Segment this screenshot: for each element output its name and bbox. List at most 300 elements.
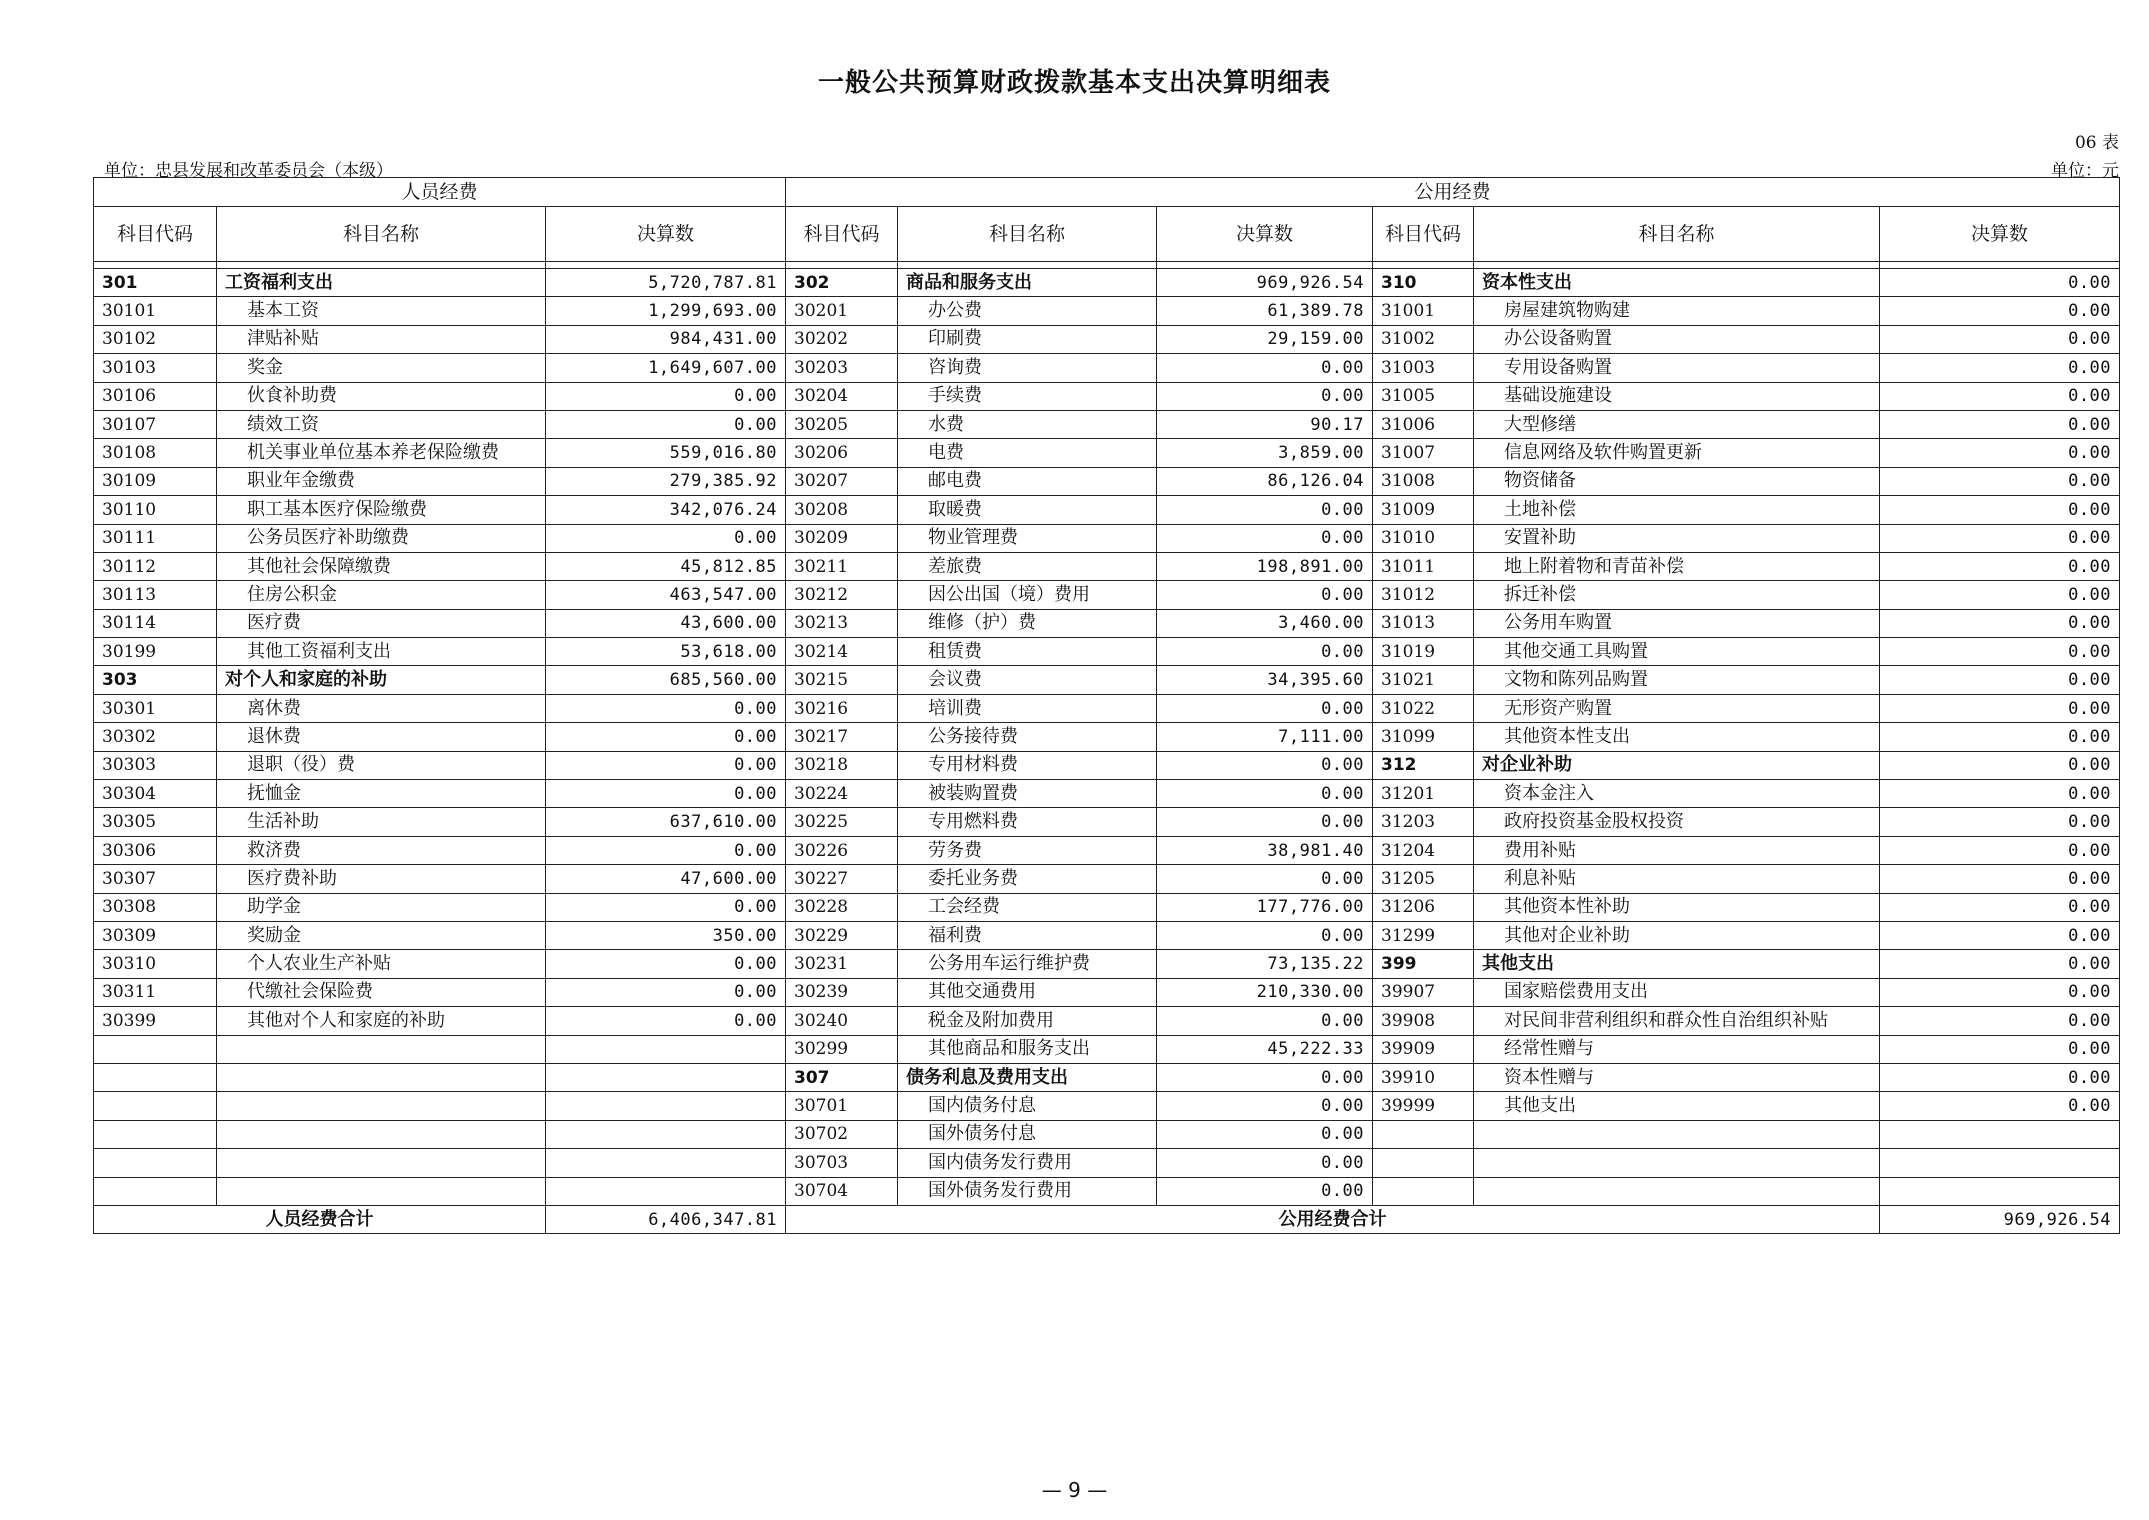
account-name-cell: 国外债务发行费用 (898, 1177, 1157, 1205)
account-name-cell: 办公费 (898, 297, 1157, 325)
account-name-cell: 取暖费 (898, 496, 1157, 524)
account-name-cell: 大型修缮 (1474, 410, 1880, 438)
amount-cell: 0.00 (1880, 1063, 2120, 1091)
amount-cell: 0.00 (1880, 780, 2120, 808)
account-code-cell: 30109 (94, 467, 217, 495)
amount-cell: 210,330.00 (1157, 978, 1373, 1006)
amount-cell (1880, 1149, 2120, 1177)
account-name-cell: 培训费 (898, 694, 1157, 722)
amount-cell: 73,135.22 (1157, 950, 1373, 978)
amount-cell: 0.00 (1157, 751, 1373, 779)
account-code-cell: 30399 (94, 1007, 217, 1035)
account-code-cell: 30306 (94, 836, 217, 864)
account-name-cell: 退休费 (217, 723, 546, 751)
account-code-cell: 30701 (786, 1092, 898, 1120)
amount-cell: 0.00 (1880, 297, 2120, 325)
table-row (94, 325, 2120, 353)
account-name-cell: 被装购置费 (898, 780, 1157, 808)
expenditure-table (93, 177, 2120, 1234)
amount-cell (546, 1063, 786, 1091)
account-code-cell: 30307 (94, 865, 217, 893)
table-row (94, 439, 2120, 467)
account-code-cell: 30228 (786, 893, 898, 921)
account-name-cell: 伙食补助费 (217, 382, 546, 410)
account-name-cell: 代缴社会保险费 (217, 978, 546, 1006)
table-row (94, 666, 2120, 694)
account-code-cell: 30229 (786, 921, 898, 949)
table-row (94, 808, 2120, 836)
account-code-cell: 301 (94, 269, 217, 297)
account-code-cell: 30311 (94, 978, 217, 1006)
personnel-total-label: 人员经费合计 (94, 1205, 546, 1233)
amount-cell: 0.00 (1880, 524, 2120, 552)
account-name-cell: 土地补偿 (1474, 496, 1880, 524)
account-name-cell: 基础设施建设 (1474, 382, 1880, 410)
amount-cell: 0.00 (1157, 581, 1373, 609)
amount-cell: 0.00 (1880, 496, 2120, 524)
amount-cell: 0.00 (1157, 808, 1373, 836)
account-name-cell: 租赁费 (898, 638, 1157, 666)
currency-unit: 单位：元 (2051, 161, 2119, 181)
account-code-cell (94, 1149, 217, 1177)
account-name-cell: 其他资本性补助 (1474, 893, 1880, 921)
account-name-cell: 政府投资基金股权投资 (1474, 808, 1880, 836)
account-name-cell: 其他商品和服务支出 (898, 1035, 1157, 1063)
table-row (94, 467, 2120, 495)
account-name-cell: 公务用车运行维护费 (898, 950, 1157, 978)
amount-cell: 0.00 (1157, 1092, 1373, 1120)
account-code-cell: 30310 (94, 950, 217, 978)
account-name-cell (1474, 1149, 1880, 1177)
amount-cell: 685,560.00 (546, 666, 786, 694)
table-row (94, 836, 2120, 864)
account-code-cell: 30303 (94, 751, 217, 779)
account-code-cell: 30703 (786, 1149, 898, 1177)
account-code-cell: 30212 (786, 581, 898, 609)
account-code-cell: 312 (1373, 751, 1474, 779)
account-code-cell (1373, 1120, 1474, 1148)
spacer-cell (786, 262, 898, 269)
account-code-cell: 39910 (1373, 1063, 1474, 1091)
account-name-cell: 基本工资 (217, 297, 546, 325)
account-name-cell: 商品和服务支出 (898, 269, 1157, 297)
spacer-cell (898, 262, 1157, 269)
account-name-cell: 其他资本性支出 (1474, 723, 1880, 751)
amount-cell: 0.00 (546, 524, 786, 552)
account-name-cell: 职业年金缴费 (217, 467, 546, 495)
account-name-cell: 其他对个人和家庭的补助 (217, 1007, 546, 1035)
account-code-cell: 30702 (786, 1120, 898, 1148)
account-code-cell: 30216 (786, 694, 898, 722)
account-code-cell: 310 (1373, 269, 1474, 297)
amount-cell (546, 1035, 786, 1063)
col-header-name: 科目名称 (898, 207, 1157, 262)
amount-cell: 279,385.92 (546, 467, 786, 495)
account-name-cell: 专用燃料费 (898, 808, 1157, 836)
amount-cell: 0.00 (1880, 865, 2120, 893)
account-name-cell: 生活补助 (217, 808, 546, 836)
account-code-cell: 30106 (94, 382, 217, 410)
account-name-cell (217, 1120, 546, 1148)
amount-cell (1880, 1120, 2120, 1148)
account-code-cell: 39999 (1373, 1092, 1474, 1120)
account-name-cell: 退职（役）费 (217, 751, 546, 779)
account-code-cell: 31013 (1373, 609, 1474, 637)
table-row (94, 297, 2120, 325)
amount-cell: 0.00 (1880, 1007, 2120, 1035)
account-name-cell: 资本性赠与 (1474, 1063, 1880, 1091)
account-code-cell: 30113 (94, 581, 217, 609)
account-code-cell (94, 1092, 217, 1120)
account-code-cell: 31099 (1373, 723, 1474, 751)
account-code-cell: 30103 (94, 354, 217, 382)
amount-cell: 0.00 (1157, 865, 1373, 893)
account-name-cell: 国内债务发行费用 (898, 1149, 1157, 1177)
account-code-cell: 30107 (94, 410, 217, 438)
account-name-cell: 工会经费 (898, 893, 1157, 921)
amount-cell: 0.00 (1880, 723, 2120, 751)
account-name-cell: 福利费 (898, 921, 1157, 949)
account-name-cell: 公务员医疗补助缴费 (217, 524, 546, 552)
amount-cell: 0.00 (546, 694, 786, 722)
account-name-cell: 电费 (898, 439, 1157, 467)
col-header-code: 科目代码 (786, 207, 898, 262)
amount-cell: 0.00 (1880, 893, 2120, 921)
account-code-cell: 31002 (1373, 325, 1474, 353)
spacer-cell (1373, 262, 1474, 269)
account-name-cell: 其他交通费用 (898, 978, 1157, 1006)
account-name-cell (1474, 1120, 1880, 1148)
account-name-cell: 个人农业生产补贴 (217, 950, 546, 978)
account-name-cell: 信息网络及软件购置更新 (1474, 439, 1880, 467)
public-total-value: 969,926.54 (1880, 1205, 2120, 1233)
spacer-cell (546, 262, 786, 269)
spacer-cell (1157, 262, 1373, 269)
account-name-cell: 房屋建筑物购建 (1474, 297, 1880, 325)
account-name-cell: 救济费 (217, 836, 546, 864)
account-name-cell: 奖励金 (217, 921, 546, 949)
account-name-cell: 其他对企业补助 (1474, 921, 1880, 949)
amount-cell: 1,299,693.00 (546, 297, 786, 325)
amount-cell: 0.00 (546, 893, 786, 921)
account-code-cell: 30203 (786, 354, 898, 382)
account-code-cell: 31204 (1373, 836, 1474, 864)
account-code-cell: 31006 (1373, 410, 1474, 438)
table-row (94, 410, 2120, 438)
account-code-cell: 31299 (1373, 921, 1474, 949)
account-name-cell: 物业管理费 (898, 524, 1157, 552)
amount-cell: 0.00 (1880, 354, 2120, 382)
amount-cell (1880, 1177, 2120, 1205)
amount-cell: 0.00 (1880, 836, 2120, 864)
account-code-cell: 30211 (786, 552, 898, 580)
group-header-personnel: 人员经费 (94, 178, 786, 207)
account-name-cell: 因公出国（境）费用 (898, 581, 1157, 609)
account-code-cell: 30305 (94, 808, 217, 836)
account-code-cell (94, 1120, 217, 1148)
amount-cell: 0.00 (1880, 410, 2120, 438)
account-code-cell: 30199 (94, 638, 217, 666)
amount-cell: 43,600.00 (546, 609, 786, 637)
account-code-cell: 30299 (786, 1035, 898, 1063)
amount-cell: 0.00 (546, 410, 786, 438)
table-row (94, 1092, 2120, 1120)
amount-cell: 342,076.24 (546, 496, 786, 524)
account-name-cell: 对民间非营利组织和群众性自治组织补贴 (1474, 1007, 1880, 1035)
account-name-cell: 国家赔偿费用支出 (1474, 978, 1880, 1006)
amount-cell: 0.00 (1157, 382, 1373, 410)
account-code-cell: 31003 (1373, 354, 1474, 382)
col-header-amount: 决算数 (1880, 207, 2120, 262)
amount-cell: 0.00 (546, 723, 786, 751)
table-row (94, 269, 2120, 297)
table-row (94, 382, 2120, 410)
amount-cell: 0.00 (1880, 552, 2120, 580)
account-code-cell: 30213 (786, 609, 898, 637)
amount-cell: 350.00 (546, 921, 786, 949)
personnel-total-value: 6,406,347.81 (546, 1205, 786, 1233)
account-name-cell: 绩效工资 (217, 410, 546, 438)
account-name-cell: 专用设备购置 (1474, 354, 1880, 382)
spacer-cell (1474, 262, 1880, 269)
account-name-cell: 其他支出 (1474, 950, 1880, 978)
account-code-cell: 31206 (1373, 893, 1474, 921)
col-header-amount: 决算数 (546, 207, 786, 262)
amount-cell: 0.00 (1157, 780, 1373, 808)
account-code-cell: 30215 (786, 666, 898, 694)
column-header-row (94, 207, 2120, 262)
table-row (94, 1063, 2120, 1091)
amount-cell: 3,460.00 (1157, 609, 1373, 637)
account-code-cell: 30218 (786, 751, 898, 779)
account-name-cell: 安置补助 (1474, 524, 1880, 552)
account-name-cell: 劳务费 (898, 836, 1157, 864)
table-row (94, 1149, 2120, 1177)
amount-cell: 0.00 (1880, 325, 2120, 353)
account-code-cell: 30227 (786, 865, 898, 893)
amount-cell: 0.00 (1157, 496, 1373, 524)
account-code-cell: 30304 (94, 780, 217, 808)
amount-cell: 5,720,787.81 (546, 269, 786, 297)
account-name-cell: 公务接待费 (898, 723, 1157, 751)
account-code-cell: 30309 (94, 921, 217, 949)
amount-cell: 0.00 (1157, 1177, 1373, 1205)
account-code-cell (94, 1063, 217, 1091)
account-code-cell (94, 1177, 217, 1205)
amount-cell: 463,547.00 (546, 581, 786, 609)
account-name-cell: 医疗费补助 (217, 865, 546, 893)
account-name-cell: 奖金 (217, 354, 546, 382)
amount-cell: 90.17 (1157, 410, 1373, 438)
table-row (94, 921, 2120, 949)
account-name-cell: 医疗费 (217, 609, 546, 637)
account-name-cell: 国外债务付息 (898, 1120, 1157, 1148)
account-name-cell: 税金及附加费用 (898, 1007, 1157, 1035)
table-row (94, 694, 2120, 722)
table-row (94, 978, 2120, 1006)
table-row (94, 723, 2120, 751)
amount-cell: 0.00 (1880, 808, 2120, 836)
table-number: 06 表 (2074, 133, 2119, 153)
account-code-cell: 30206 (786, 439, 898, 467)
amount-cell: 0.00 (1880, 1035, 2120, 1063)
amount-cell: 177,776.00 (1157, 893, 1373, 921)
account-name-cell: 咨询费 (898, 354, 1157, 382)
account-name-cell: 费用补贴 (1474, 836, 1880, 864)
account-code-cell (1373, 1149, 1474, 1177)
account-name-cell: 利息补贴 (1474, 865, 1880, 893)
account-code-cell: 30204 (786, 382, 898, 410)
table-row (94, 950, 2120, 978)
amount-cell: 0.00 (546, 836, 786, 864)
account-name-cell: 对企业补助 (1474, 751, 1880, 779)
amount-cell: 0.00 (1880, 921, 2120, 949)
account-code-cell: 30226 (786, 836, 898, 864)
table-row (94, 780, 2120, 808)
account-name-cell: 维修（护）费 (898, 609, 1157, 637)
account-name-cell: 债务利息及费用支出 (898, 1063, 1157, 1091)
account-name-cell: 其他交通工具购置 (1474, 638, 1880, 666)
account-code-cell: 30110 (94, 496, 217, 524)
amount-cell: 0.00 (1880, 581, 2120, 609)
table-row (94, 1177, 2120, 1205)
account-code-cell (1373, 1177, 1474, 1205)
col-header-name: 科目名称 (217, 207, 546, 262)
amount-cell: 0.00 (1880, 638, 2120, 666)
amount-cell: 0.00 (546, 1007, 786, 1035)
account-name-cell: 无形资产购置 (1474, 694, 1880, 722)
account-code-cell: 31010 (1373, 524, 1474, 552)
table-row (94, 1035, 2120, 1063)
account-name-cell: 其他社会保障缴费 (217, 552, 546, 580)
amount-cell: 0.00 (1880, 950, 2120, 978)
page-title: 一般公共预算财政拨款基本支出决算明细表 (817, 68, 1331, 98)
account-code-cell: 30301 (94, 694, 217, 722)
amount-cell: 0.00 (1157, 1063, 1373, 1091)
account-code-cell: 31022 (1373, 694, 1474, 722)
table-row (94, 524, 2120, 552)
amount-cell: 86,126.04 (1157, 467, 1373, 495)
account-code-cell: 30112 (94, 552, 217, 580)
account-code-cell: 30239 (786, 978, 898, 1006)
account-code-cell: 30111 (94, 524, 217, 552)
account-code-cell: 30217 (786, 723, 898, 751)
account-name-cell: 对个人和家庭的补助 (217, 666, 546, 694)
account-name-cell: 国内债务付息 (898, 1092, 1157, 1120)
account-code-cell: 303 (94, 666, 217, 694)
amount-cell: 0.00 (1880, 1092, 2120, 1120)
amount-cell: 0.00 (1157, 1007, 1373, 1035)
account-code-cell: 31012 (1373, 581, 1474, 609)
amount-cell: 0.00 (1157, 638, 1373, 666)
amount-cell: 53,618.00 (546, 638, 786, 666)
account-code-cell: 30208 (786, 496, 898, 524)
account-name-cell: 会议费 (898, 666, 1157, 694)
account-code-cell: 39907 (1373, 978, 1474, 1006)
account-code-cell: 39909 (1373, 1035, 1474, 1063)
amount-cell: 0.00 (1880, 467, 2120, 495)
account-name-cell: 职工基本医疗保险缴费 (217, 496, 546, 524)
table-row (94, 354, 2120, 382)
table-row (94, 1007, 2120, 1035)
account-name-cell (217, 1035, 546, 1063)
amount-cell: 0.00 (1880, 609, 2120, 637)
account-code-cell: 30302 (94, 723, 217, 751)
amount-cell: 45,812.85 (546, 552, 786, 580)
amount-cell: 559,016.80 (546, 439, 786, 467)
amount-cell: 1,649,607.00 (546, 354, 786, 382)
amount-cell: 984,431.00 (546, 325, 786, 353)
account-name-cell: 助学金 (217, 893, 546, 921)
account-code-cell: 30240 (786, 1007, 898, 1035)
account-name-cell: 经常性赠与 (1474, 1035, 1880, 1063)
account-code-cell: 31009 (1373, 496, 1474, 524)
public-total-label: 公用经费合计 (786, 1205, 1880, 1233)
account-name-cell: 资本金注入 (1474, 780, 1880, 808)
account-name-cell: 工资福利支出 (217, 269, 546, 297)
group-header-row (94, 178, 2120, 207)
account-code-cell: 30202 (786, 325, 898, 353)
account-code-cell: 31201 (1373, 780, 1474, 808)
table-row (94, 751, 2120, 779)
account-code-cell: 30108 (94, 439, 217, 467)
amount-cell (546, 1120, 786, 1148)
account-code-cell: 31205 (1373, 865, 1474, 893)
account-code-cell: 31021 (1373, 666, 1474, 694)
table-row (94, 1120, 2120, 1148)
account-code-cell: 30225 (786, 808, 898, 836)
account-name-cell: 水费 (898, 410, 1157, 438)
amount-cell (546, 1092, 786, 1120)
amount-cell (546, 1177, 786, 1205)
amount-cell: 0.00 (1880, 978, 2120, 1006)
account-name-cell (1474, 1177, 1880, 1205)
page-number: — 9 — (1041, 1478, 1108, 1502)
table-row (94, 552, 2120, 580)
account-code-cell: 31005 (1373, 382, 1474, 410)
account-code-cell: 31007 (1373, 439, 1474, 467)
account-name-cell: 差旅费 (898, 552, 1157, 580)
amount-cell: 0.00 (1880, 751, 2120, 779)
header-spacer-row (94, 262, 2120, 269)
col-header-code: 科目代码 (94, 207, 217, 262)
amount-cell: 198,891.00 (1157, 552, 1373, 580)
spacer-cell (94, 262, 217, 269)
account-name-cell: 拆迁补偿 (1474, 581, 1880, 609)
account-code-cell: 307 (786, 1063, 898, 1091)
account-code-cell: 31019 (1373, 638, 1474, 666)
amount-cell: 61,389.78 (1157, 297, 1373, 325)
reporting-unit: 单位：忠县发展和改革委员会（本级） (104, 161, 393, 181)
account-name-cell: 其他支出 (1474, 1092, 1880, 1120)
account-name-cell (217, 1177, 546, 1205)
amount-cell: 34,395.60 (1157, 666, 1373, 694)
account-name-cell: 印刷费 (898, 325, 1157, 353)
account-name-cell: 物资储备 (1474, 467, 1880, 495)
account-code-cell: 30209 (786, 524, 898, 552)
amount-cell (546, 1149, 786, 1177)
account-name-cell: 邮电费 (898, 467, 1157, 495)
account-name-cell: 离休费 (217, 694, 546, 722)
account-name-cell: 专用材料费 (898, 751, 1157, 779)
amount-cell: 0.00 (1157, 921, 1373, 949)
amount-cell: 0.00 (1157, 1120, 1373, 1148)
amount-cell: 47,600.00 (546, 865, 786, 893)
spacer-cell (217, 262, 546, 269)
amount-cell: 7,111.00 (1157, 723, 1373, 751)
account-code-cell: 31001 (1373, 297, 1474, 325)
amount-cell: 0.00 (1880, 269, 2120, 297)
